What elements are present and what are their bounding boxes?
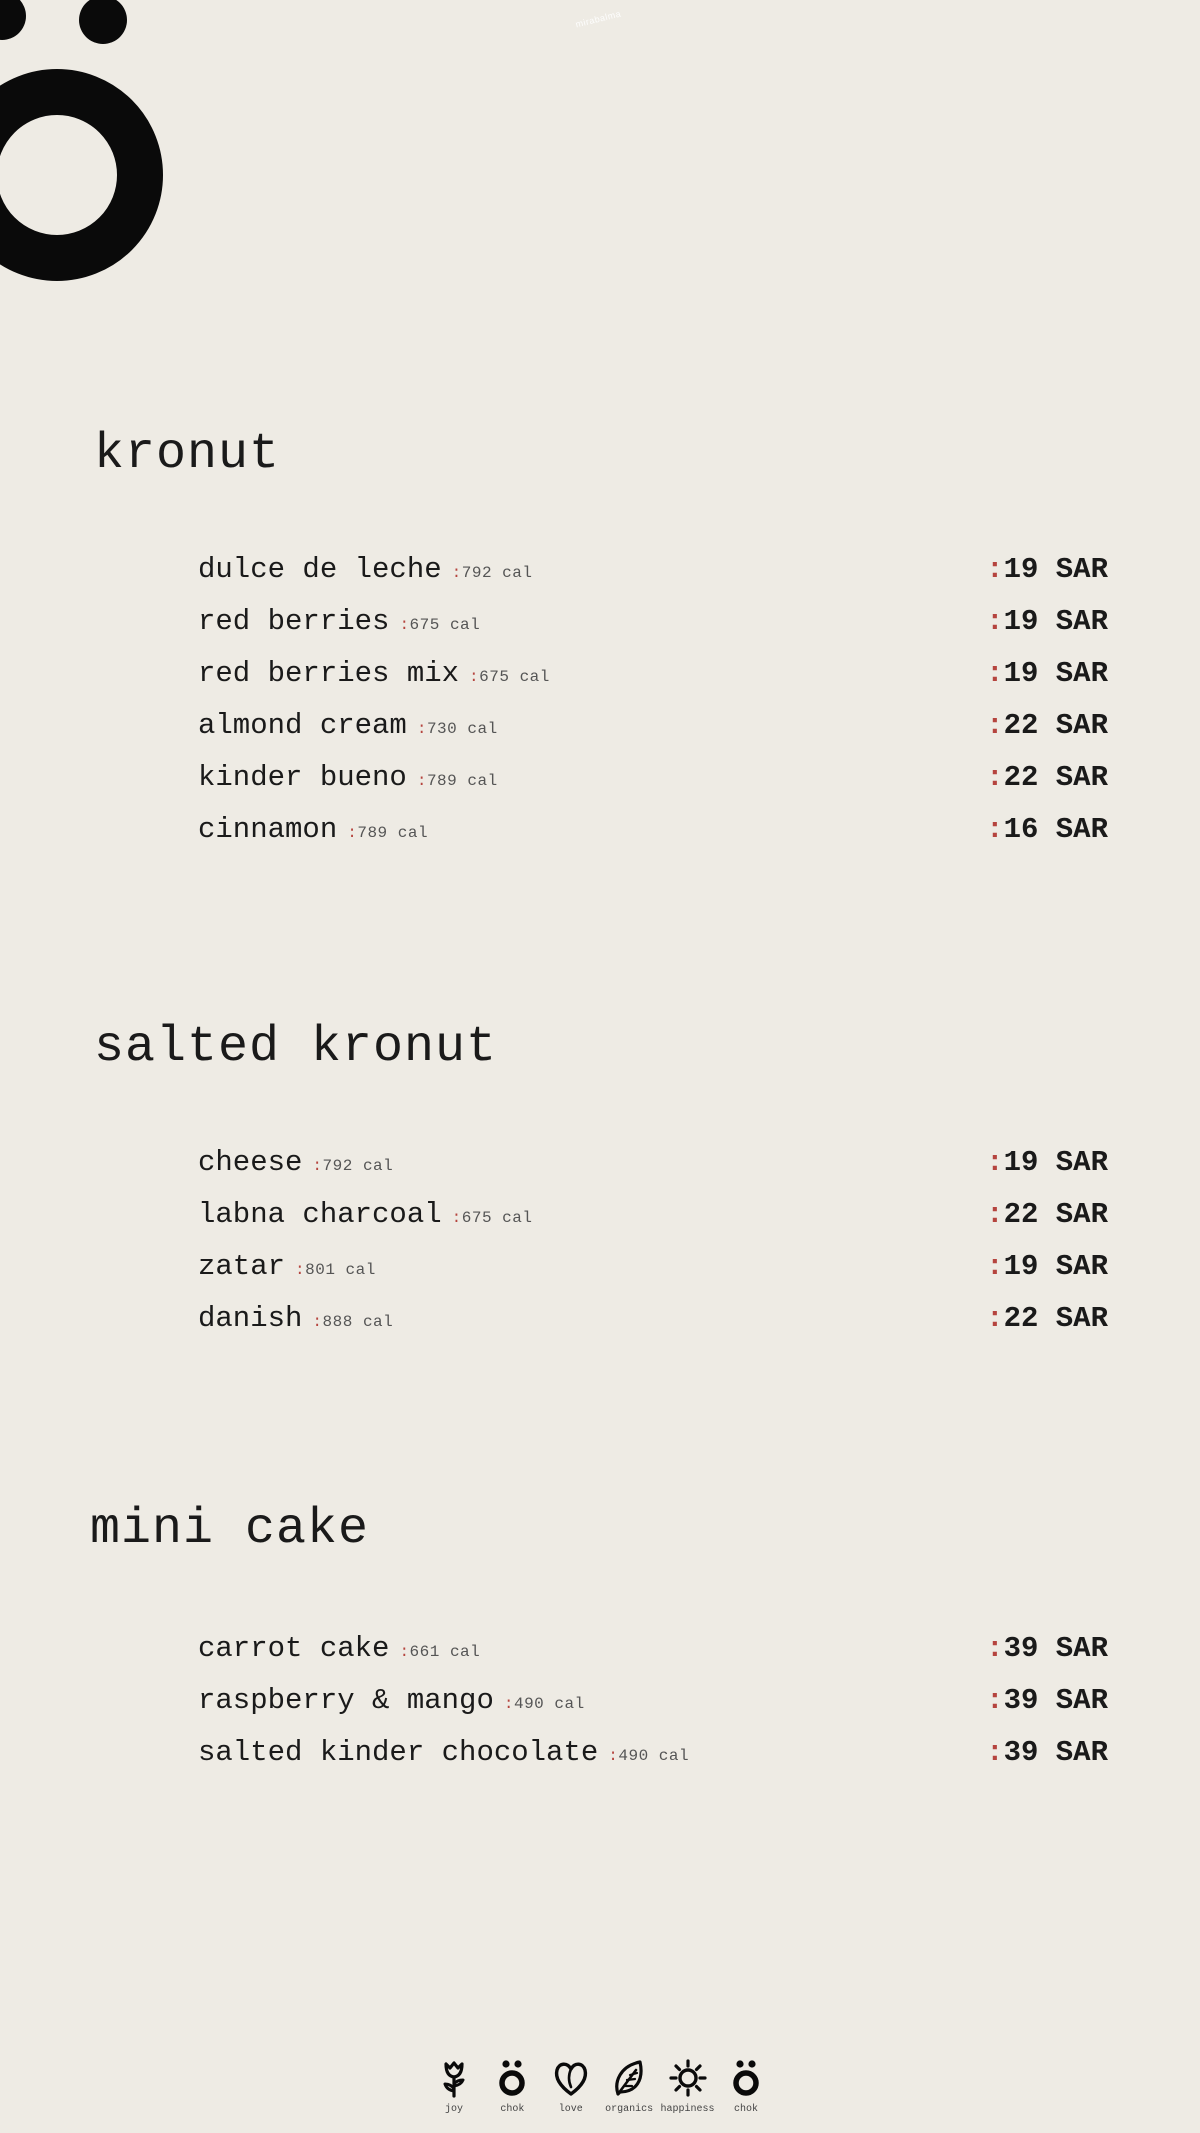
item-name — [198, 1197, 532, 1236]
calories-separator: : — [312, 1157, 323, 1175]
footer-values — [425, 2058, 775, 2128]
price-value: 19 — [1003, 605, 1039, 638]
footer-label: love — [558, 2104, 583, 2115]
item-name-text: cinnamon — [198, 813, 338, 846]
footer-label: chok — [500, 2104, 525, 2115]
price-currency: SAR — [1055, 657, 1108, 690]
price-currency: SAR — [1055, 605, 1108, 638]
menu-item[interactable] — [198, 1197, 1108, 1249]
price-currency: SAR — [1055, 1736, 1108, 1769]
item-price — [986, 812, 1108, 848]
item-name — [198, 552, 532, 591]
brand-logo-icon — [0, 0, 200, 300]
menu-item[interactable] — [198, 1683, 1108, 1735]
item-calories — [399, 616, 480, 634]
item-name-text: dulce de leche — [198, 553, 442, 586]
price-value: 22 — [1003, 1302, 1039, 1335]
price-separator: : — [986, 1632, 1004, 1665]
footer-item-chok — [483, 2058, 541, 2128]
price-value: 19 — [1003, 553, 1039, 586]
item-name — [198, 656, 550, 695]
menu-item[interactable] — [198, 656, 1108, 708]
menu-item[interactable] — [198, 1145, 1108, 1197]
footer-label: happiness — [660, 2104, 715, 2115]
calories-separator: : — [469, 668, 480, 686]
item-calories — [417, 772, 498, 790]
menu-item[interactable] — [198, 760, 1108, 812]
price-separator: : — [986, 553, 1004, 586]
calories-value: 661 cal — [409, 1643, 481, 1661]
calories-separator: : — [416, 720, 427, 738]
item-calories — [312, 1157, 393, 1175]
item-price — [986, 1735, 1108, 1771]
calories-separator: : — [399, 1643, 410, 1661]
menu-item[interactable] — [198, 1301, 1108, 1353]
price-currency: SAR — [1055, 553, 1108, 586]
price-currency: SAR — [1055, 709, 1108, 742]
item-calories — [504, 1695, 585, 1713]
item-name — [198, 1301, 393, 1340]
price-separator: : — [986, 605, 1004, 638]
calories-separator: : — [451, 1209, 462, 1227]
calories-separator: : — [416, 772, 427, 790]
item-name-text: cheese — [198, 1146, 303, 1179]
price-value: 22 — [1003, 761, 1039, 794]
price-value: 19 — [1003, 1250, 1039, 1283]
item-name-text: zatar — [198, 1250, 286, 1283]
item-price — [986, 1249, 1108, 1285]
item-calories — [452, 564, 533, 582]
calories-value: 888 cal — [322, 1313, 394, 1331]
item-price — [986, 1145, 1108, 1181]
calories-value: 801 cal — [305, 1261, 376, 1279]
item-name-text: raspberry & mango — [198, 1684, 494, 1717]
price-value: 16 — [1003, 813, 1039, 846]
price-currency: SAR — [1055, 1684, 1108, 1717]
item-name-text: red berries — [198, 605, 390, 638]
calories-separator: : — [608, 1747, 619, 1765]
menu-item[interactable] — [198, 1631, 1108, 1683]
item-calories — [347, 824, 428, 842]
item-name — [198, 1683, 585, 1722]
price-currency: SAR — [1055, 1302, 1108, 1335]
price-value: 39 — [1003, 1736, 1039, 1769]
calories-separator: : — [399, 616, 410, 634]
calories-separator: : — [312, 1313, 323, 1331]
section-title: mini cake — [90, 1501, 370, 1558]
item-name — [198, 812, 428, 851]
item-name-text: danish — [198, 1302, 303, 1335]
item-name — [198, 1735, 689, 1774]
price-value: 22 — [1003, 709, 1039, 742]
item-name-text: kinder bueno — [198, 761, 407, 794]
calories-value: 490 cal — [513, 1695, 585, 1713]
menu-item[interactable] — [198, 1735, 1108, 1787]
calories-separator: : — [451, 564, 462, 582]
price-separator: : — [986, 1146, 1004, 1179]
menu-item[interactable] — [198, 708, 1108, 760]
price-separator: : — [986, 761, 1004, 794]
item-list — [198, 1145, 1108, 1353]
item-price — [986, 552, 1108, 588]
footer-item-joy — [425, 2058, 483, 2128]
calories-separator: : — [503, 1695, 514, 1713]
item-name-text: carrot cake — [198, 1632, 390, 1665]
item-list — [198, 1631, 1108, 1787]
price-separator: : — [986, 1198, 1004, 1231]
price-currency: SAR — [1055, 813, 1108, 846]
price-value: 19 — [1003, 657, 1039, 690]
o-umlaut-logo-icon — [493, 2058, 531, 2098]
item-name — [198, 1145, 393, 1184]
price-separator: : — [986, 1736, 1004, 1769]
item-calories — [608, 1747, 689, 1765]
footer-label: organics — [605, 2104, 654, 2115]
item-calories — [452, 1209, 533, 1227]
calories-value: 675 cal — [461, 1209, 533, 1227]
calories-separator: : — [295, 1261, 306, 1279]
menu-item[interactable] — [198, 604, 1108, 656]
item-price — [986, 708, 1108, 744]
item-calories — [469, 668, 550, 686]
footer-item-love — [542, 2058, 600, 2128]
price-value: 19 — [1003, 1146, 1039, 1179]
menu-item[interactable] — [198, 552, 1108, 604]
footer-item-chok-2 — [717, 2058, 775, 2128]
item-name — [198, 760, 498, 799]
item-name-text: salted kinder chocolate — [198, 1736, 599, 1769]
item-list — [198, 552, 1108, 864]
section-title: kronut — [94, 426, 281, 483]
price-separator: : — [986, 1684, 1004, 1717]
item-calories — [312, 1313, 393, 1331]
footer-item-organics — [600, 2058, 658, 2128]
item-name — [198, 1631, 480, 1670]
footer-label: chok — [733, 2104, 758, 2115]
leaf-icon — [610, 2058, 648, 2098]
price-value: 39 — [1003, 1684, 1039, 1717]
sun-icon — [669, 2058, 707, 2098]
item-price — [986, 760, 1108, 796]
price-currency: SAR — [1055, 761, 1108, 794]
price-separator: : — [986, 657, 1004, 690]
price-currency: SAR — [1055, 1146, 1108, 1179]
item-price — [986, 1301, 1108, 1337]
calories-value: 789 cal — [357, 824, 429, 842]
item-name — [198, 1249, 376, 1288]
calories-value: 792 cal — [322, 1157, 394, 1175]
item-name-text: labna charcoal — [198, 1198, 442, 1231]
menu-item[interactable] — [198, 1249, 1108, 1301]
calories-value: 792 cal — [461, 564, 533, 582]
menu-item[interactable] — [198, 812, 1108, 864]
item-name — [198, 604, 480, 643]
item-name — [198, 708, 498, 747]
item-calories — [295, 1261, 376, 1279]
price-value: 39 — [1003, 1632, 1039, 1665]
calories-value: 675 cal — [479, 668, 550, 686]
price-separator: : — [986, 709, 1004, 742]
item-calories — [417, 720, 498, 738]
calories-value: 490 cal — [618, 1747, 690, 1765]
item-price — [986, 656, 1108, 692]
price-separator: : — [986, 1250, 1004, 1283]
price-currency: SAR — [1055, 1198, 1108, 1231]
price-currency: SAR — [1055, 1250, 1108, 1283]
item-calories — [399, 1643, 480, 1661]
item-name-text: red berries mix — [198, 657, 460, 690]
section-title: salted kronut — [94, 1019, 498, 1076]
heart-icon — [552, 2058, 590, 2098]
item-price — [986, 1631, 1108, 1667]
price-separator: : — [986, 1302, 1004, 1335]
calories-value: 789 cal — [426, 772, 498, 790]
item-price — [986, 1683, 1108, 1719]
footer-item-happiness — [659, 2058, 717, 2128]
price-currency: SAR — [1055, 1632, 1108, 1665]
price-value: 22 — [1003, 1198, 1039, 1231]
o-umlaut-logo-icon — [727, 2058, 765, 2098]
footer-label: joy — [444, 2104, 463, 2115]
calories-value: 675 cal — [409, 616, 481, 634]
item-price — [986, 604, 1108, 640]
item-name-text: almond cream — [198, 709, 407, 742]
item-price — [986, 1197, 1108, 1233]
price-separator: : — [986, 813, 1004, 846]
calories-value: 730 cal — [426, 720, 498, 738]
watermark: mirabalma — [574, 8, 623, 30]
calories-separator: : — [347, 824, 358, 842]
tulip-icon — [435, 2058, 473, 2098]
